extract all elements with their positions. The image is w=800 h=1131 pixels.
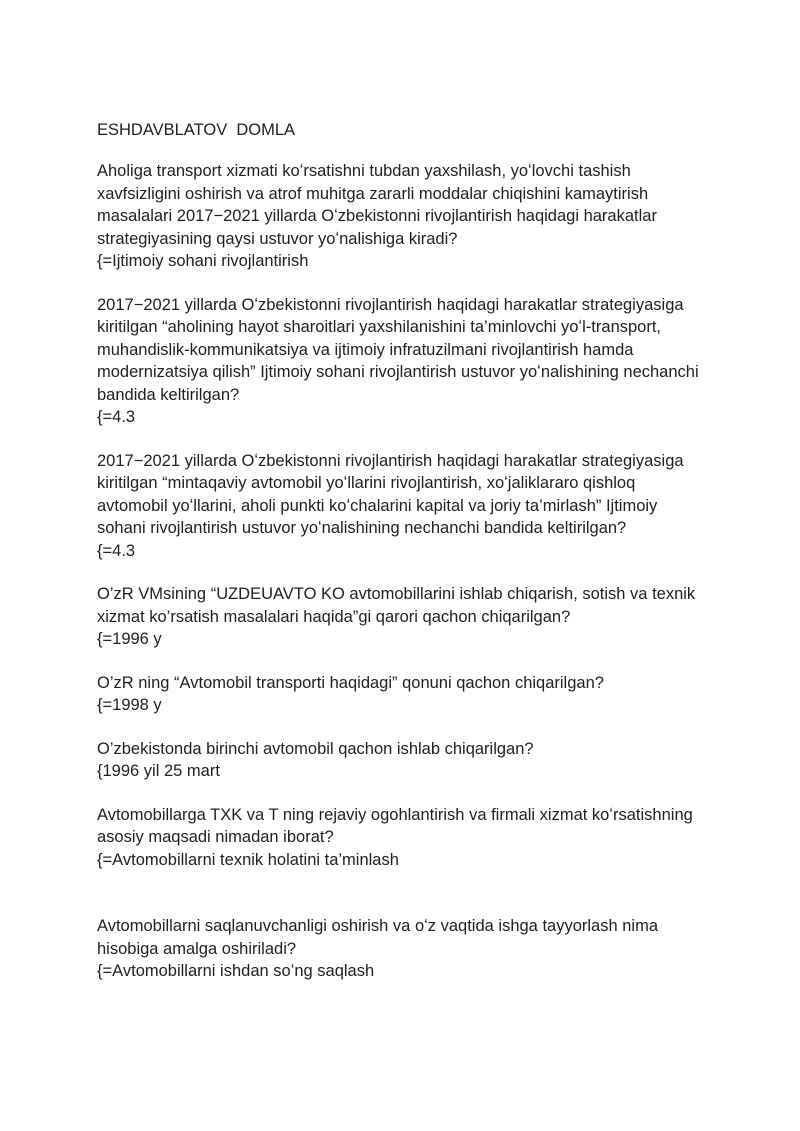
question-text: Avtomobillarga TXK va T ning rejaviy ogohlantirish va firmali xizmat koʻrsatishning asosiy maqsadi nimadan iborat? — [97, 805, 693, 846]
question-text: 2017−2021 yillarda Oʻzbekistonni rivojlantirish haqidagi harakatlar strategiyasiga kiritilgan “mintaqaviy avtomobil yoʻllarini rivojlantirish, xoʻjaliklararo qishloq avtomobil yoʻllarini, aholi punkti koʻchalarini kapital va joriy ta’mirlash” Ijtimoiy sohani rivojlantirish ustuvor yoʻnalishining nechanchi bandida keltirilgan? — [97, 451, 684, 537]
answer-text: {=Avtomobillarni ishdan soʻng saqlash — [97, 962, 375, 980]
qa-item-5 — [97, 672, 707, 717]
question-text: 2017−2021 yillarda Oʻzbekistonni rivojlantirish haqidagi harakatlar strategiyasiga kiritilgan “aholining hayot sharoitlari yaxshilanishini ta’minlovchi yoʻl-transport, muhandislik-kommunikatsiya va ijtimoiy infratuzilmani rivojlantirish hamda modernizatsiya qilish” Ijtimoiy sohani rivojlantirish ustuvor yoʻnalishining nechanchi bandida keltirilgan? — [97, 295, 699, 404]
question-text: Aholiga transport xizmati koʻrsatishni tubdan yaxshilash, yoʻlovchi tashish xavfsizligini oshirish va atrof muhitga zararli moddalar chiqishini kamaytirish masalalari 2017−2021 yillarda Oʻzbekistonni rivojlantirish haqidagi harakatlar strategiyasining qaysi ustuvor yoʻnalishiga kiradi? — [97, 162, 657, 248]
question-text: Avtomobillarni saqlanuvchanligi oshirish va oʻz vaqtida ishga tayyorlash nima hisobiga amalga oshiriladi? — [97, 917, 658, 958]
question-text: O’zR ning “Avtomobil transporti haqidagi” qonuni qachon chiqarilgan? — [97, 673, 604, 692]
document-page — [97, 119, 707, 1004]
answer-text: {=Avtomobillarni texnik holatini ta’minlash — [97, 850, 399, 869]
answer-text: {1996 yil 25 mart — [97, 762, 220, 780]
qa-item-2 — [97, 294, 707, 429]
question-text: O’zR VMsining “UZDEUAVTO KO avtomobillarini ishlab chiqarish, sotish va texnik xizmat ko’rsatish masalalari haqida”gi qarori qachon chiqarilgan? — [97, 585, 696, 626]
qa-item-7 — [97, 804, 707, 872]
qa-item-1 — [97, 160, 707, 273]
qa-item-3 — [97, 450, 707, 563]
document-header: ESHDAVBLATOV DOMLA — [97, 121, 296, 139]
qa-item-6 — [97, 738, 707, 783]
answer-text: {=4.3 — [97, 408, 136, 426]
qa-item-4 — [97, 583, 707, 651]
answer-text: {=1996 y — [97, 630, 162, 648]
answer-text: {=Ijtimoiy sohani rivojlantirish — [97, 252, 309, 270]
answer-text: {=4.3 — [97, 541, 136, 560]
answer-text: {=1998 y — [97, 696, 162, 714]
question-text: O’zbekistonda birinchi avtomobil qachon ishlab chiqarilgan? — [97, 739, 534, 758]
qa-item-8 — [97, 915, 707, 983]
